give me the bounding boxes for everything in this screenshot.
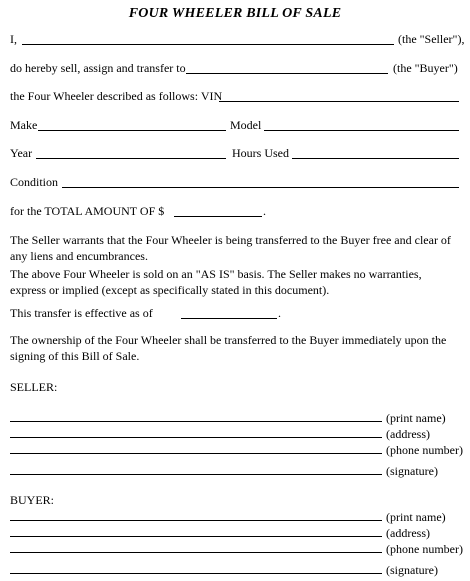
amount-row: [10, 203, 460, 219]
buyer-name-row: [10, 60, 460, 76]
seller-print-name-label: (print name): [386, 411, 446, 425]
vin-row: [10, 88, 460, 104]
condition-row: [10, 174, 460, 190]
buyer-signature-label: (signature): [386, 563, 438, 577]
vin-label: the Four Wheeler described as follows: VIN: [10, 89, 223, 103]
buyer-name-field[interactable]: [186, 73, 388, 74]
effective-prefix: This transfer is effective as of: [10, 306, 153, 320]
amount-field[interactable]: [174, 216, 262, 217]
amount-suffix: .: [263, 204, 266, 218]
buyer-phone-label: (phone number): [386, 542, 463, 556]
model-field[interactable]: [264, 130, 459, 131]
model-label: Model: [230, 118, 262, 132]
seller-suffix: (the "Seller"),: [398, 32, 465, 46]
seller-name-field[interactable]: [22, 44, 394, 45]
year-hours-row: [10, 145, 460, 161]
make-model-row: [10, 117, 460, 133]
buyer-phone-field[interactable]: [10, 552, 382, 553]
buyer-address-label: (address): [386, 526, 430, 540]
ownership-paragraph: The ownership of the Four Wheeler shall be transferred to the Buyer immediately upon the signing of this Bill of Sale.: [10, 333, 447, 363]
vin-field[interactable]: [219, 101, 459, 102]
effective-suffix: .: [278, 306, 281, 320]
seller-phone-field[interactable]: [10, 453, 382, 454]
buyer-heading: BUYER:: [10, 493, 55, 507]
buyer-print-name-field[interactable]: [10, 520, 382, 521]
seller-address-label: (address): [386, 427, 430, 441]
warranty-paragraph: The Seller warrants that the Four Wheeler is being transferred to the Buyer free and clear of any liens and encumbrances.: [10, 233, 451, 263]
effective-row: [10, 305, 460, 321]
make-field[interactable]: [38, 130, 226, 131]
document-title: FOUR WHEELER BILL OF SALE: [128, 6, 342, 21]
seller-signature-label: (signature): [386, 464, 438, 478]
seller-address-field[interactable]: [10, 437, 382, 438]
buyer-address-field[interactable]: [10, 536, 382, 537]
buyer-signature-field[interactable]: [10, 573, 382, 574]
buyer-suffix: (the "Buyer"): [393, 61, 458, 75]
seller-prefix: I,: [10, 32, 17, 46]
as-is-paragraph: The above Four Wheeler is sold on an "AS IS" basis. The Seller makes no warranties, express or implied (except as specifically stated in this document).: [10, 267, 422, 297]
make-label: Make: [10, 118, 38, 132]
condition-field[interactable]: [62, 187, 459, 188]
seller-print-name-field[interactable]: [10, 421, 382, 422]
hours-field[interactable]: [292, 158, 459, 159]
buyer-prefix: do hereby sell, assign and transfer to: [10, 61, 186, 75]
hours-label: Hours Used: [232, 146, 289, 160]
seller-name-row: [10, 31, 465, 47]
amount-label: for the TOTAL AMOUNT OF $: [10, 204, 165, 218]
condition-label: Condition: [10, 175, 59, 189]
buyer-print-name-label: (print name): [386, 510, 446, 524]
seller-heading: SELLER:: [10, 380, 58, 394]
effective-date-field[interactable]: [181, 318, 277, 319]
year-field[interactable]: [36, 158, 226, 159]
year-label: Year: [10, 146, 33, 160]
seller-signature-field[interactable]: [10, 474, 382, 475]
seller-phone-label: (phone number): [386, 443, 463, 457]
